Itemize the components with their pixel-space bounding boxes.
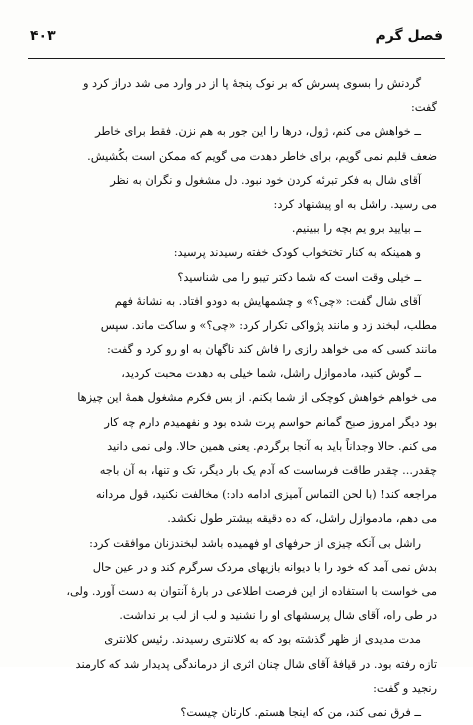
text-line: مراجعه کند! (با لحن التماس آمیزی ادامه داد:) مخالفت نکنید، قول مردانه	[95, 488, 437, 502]
chapter-title: فصل گرم	[375, 28, 443, 44]
text-line: مانند کسی که می خواهد رازی را فاش کند ناگهان به او رو کرد و گفت:	[107, 343, 437, 357]
text-line: رنجید و گفت:	[373, 681, 437, 695]
text-line: ــ گوش کنید، مادموازل راشل، شما خیلی به دهدت محبت کردید،	[121, 367, 421, 381]
running-header	[30, 26, 443, 50]
text-line: ــ خیلی وقت است که شما دکتر تیبو را می شناسید؟	[177, 270, 421, 284]
text-line: گردنش را بسوی پسرش که بر نوک پنجهٔ پا از در وارد می شد دراز کرد و	[83, 77, 421, 90]
text-line: مدت مدیدی از ظهر گذشته بود که به کلانتری رسیدند. رئیس کلانتری	[104, 633, 421, 647]
text-line: راشل بی آنکه چیزی از حرفهای او فهمیده باشد لبخندزنان موافقت کرد:	[89, 536, 421, 550]
text-line: می کنم. حالا وجداناً باید به آنجا برگردم. یعنی همین حالا. ولی نمی دانید	[107, 439, 437, 453]
text-line: آقای شال گفت: «چی؟» و چشمهایش به دودو افتاد. به نشانهٔ فهم	[114, 294, 421, 308]
text-line: تازه رفته بود. در قیافهٔ آقای شال چنان اثری از درماندگی پدیدار شد که کارمند	[75, 657, 437, 671]
text-line: ضعف قلبم نمی گویم، برای خاطر دهدت می گویم که ممکن است بکُشیش.	[87, 149, 437, 163]
text-line: می دهم، مادموازل راشل، که ده دقیقه بیشتر طول نکشد.	[167, 512, 437, 526]
text-line: بود دیگر امروز صبح گمانم حواسم پرت شده بود و نفهمیدم دارم چه کار	[104, 415, 437, 429]
header-divider	[28, 58, 445, 59]
text-line: و همینکه به کنار تختخواب کودک خفته رسیدند پرسید:	[173, 246, 421, 260]
text-line: می خواست با استفاده از این فرصت اطلاعی در بارهٔ آنتوان به دست آورد. ولی،	[66, 584, 437, 598]
text-line: چقدر... چقدر طاقت فرساست که آدم یک بار دیگر، تک و تنها، به آن باجه	[99, 464, 437, 477]
text-line: مطلب، لبخند زد و مانند پژواکی تکرار کرد: «چی؟» و ساکت ماند. سپس	[100, 318, 437, 332]
text-line: ــ فرق نمی کند، من که اینجا هستم. کارتان چیست؟	[180, 705, 421, 719]
text-line: در طی راه، آقای شال پرسشهای او را نشنید و لب از لب بر نداشت.	[119, 609, 437, 623]
text-line: ــ بیایید برو یم بچه را ببینیم.	[291, 222, 421, 236]
page-number: ۴۰۳	[30, 28, 56, 44]
text-line: می خواهم خواهش کوچکی از شما بکنم. از بس فکرم مشغول همهٔ این چیزها	[77, 391, 437, 405]
body-text	[36, 72, 437, 725]
text-line: می رسید. راشل به او پیشنهاد کرد:	[273, 197, 437, 211]
text-line: بدش نمی آمد که خود را با دیوانه بازیهای مردک سرگرم کند و در عین حال	[92, 560, 437, 574]
text-line: ــ خواهش می کنم، ژول، درها را این جور به هم نزن. فقط برای خاطر	[95, 125, 421, 139]
text-line: گفت:	[411, 101, 437, 115]
text-line: آقای شال به فکر تبرئه کردن خود نبود. دل مشغول و نگران به نظر	[110, 173, 421, 187]
